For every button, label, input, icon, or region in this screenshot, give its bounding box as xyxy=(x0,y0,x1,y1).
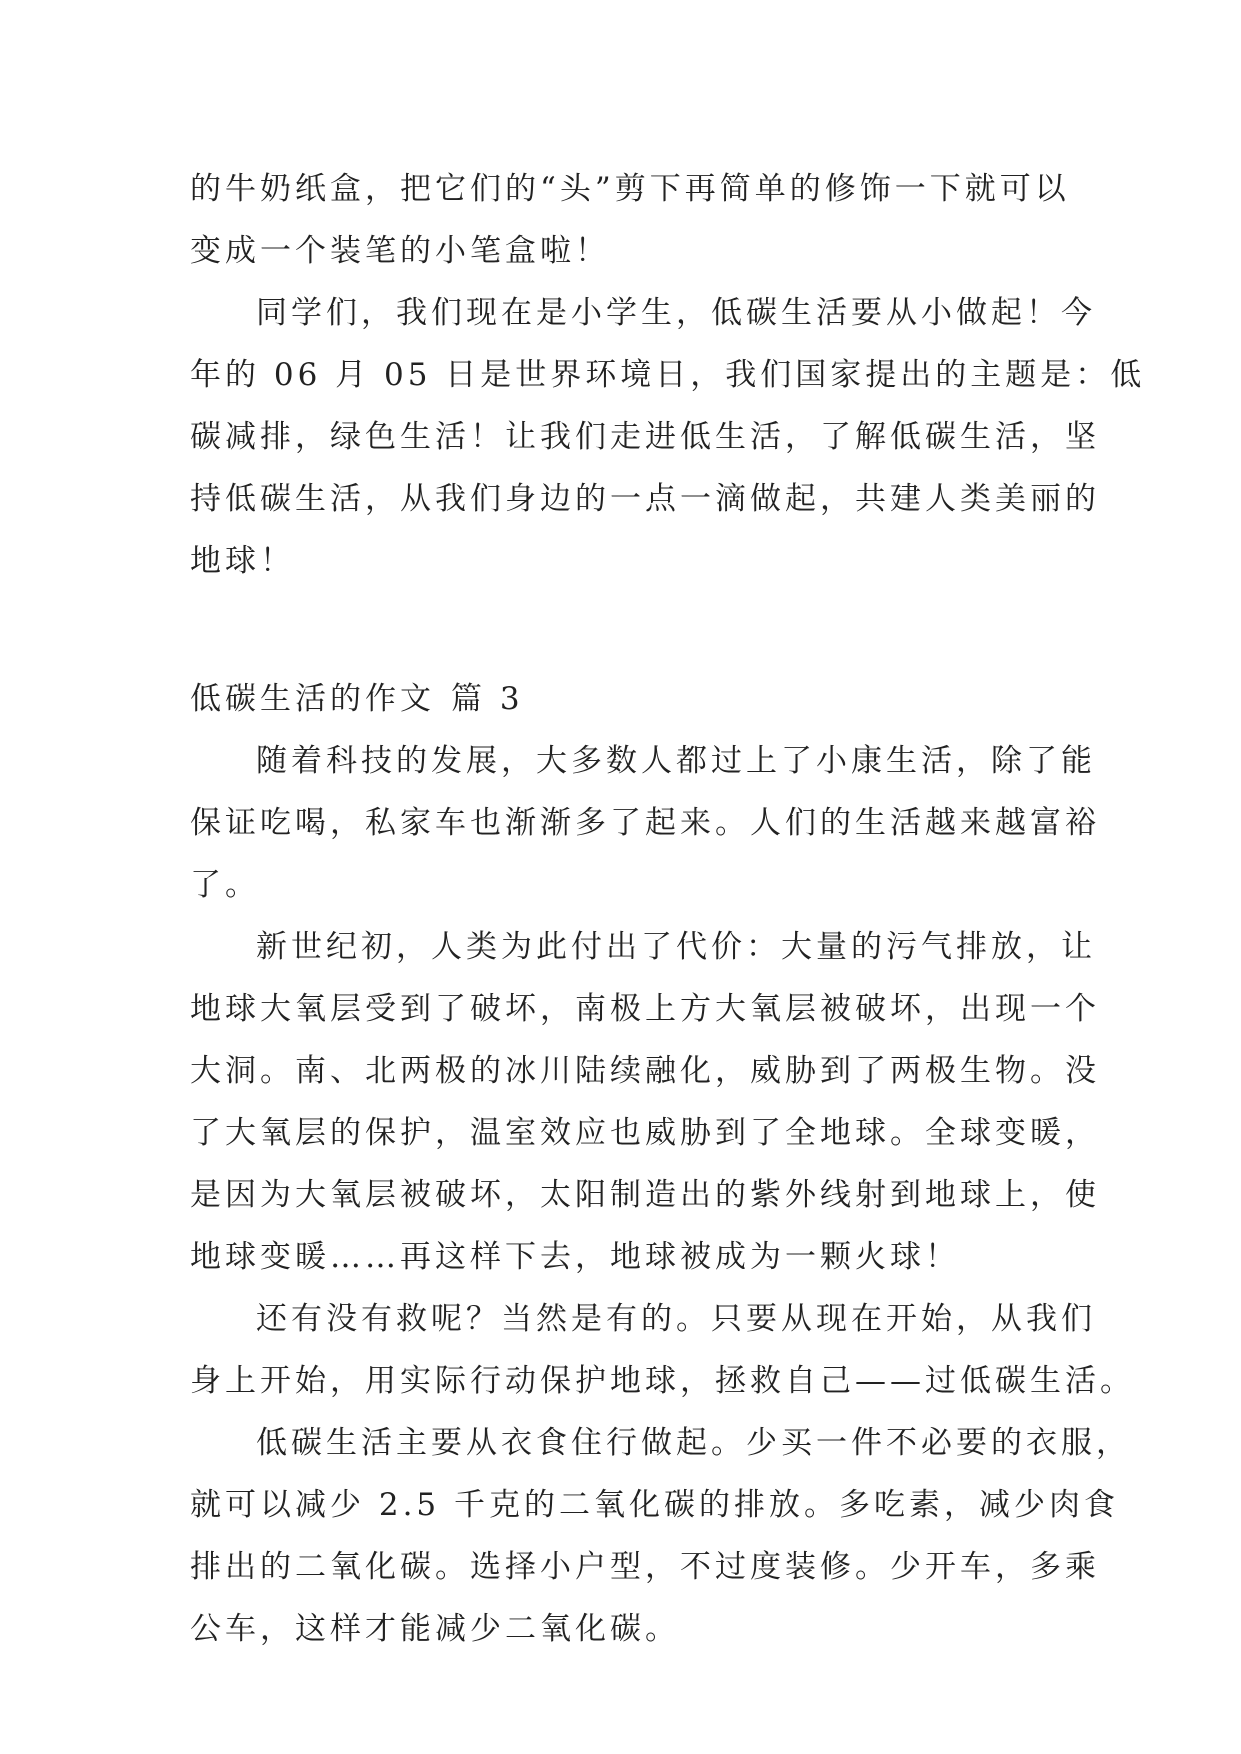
paragraph xyxy=(190,730,1100,916)
text-line: 碳减排，绿色生活！让我们走进低生活，了解低碳生活，坚 xyxy=(190,419,1100,455)
text-line: 低碳生活主要从衣食住行做起。少买一件不必要的衣服， xyxy=(256,1425,1131,1461)
text-line: 大洞。南、北两极的冰川陆续融化，威胁到了两极生物。没 xyxy=(190,1053,1100,1089)
text-line: 随着科技的发展，大多数人都过上了小康生活，除了能 xyxy=(256,743,1096,779)
section-number: 篇 3 xyxy=(451,681,524,717)
paragraph xyxy=(190,1412,1131,1660)
paragraph xyxy=(190,282,1146,592)
text-line: 地球变暖……再这样下去，地球被成为一颗火球！ xyxy=(190,1239,960,1275)
section-heading xyxy=(190,668,1070,730)
section-title: 低碳生活的作文 xyxy=(190,681,435,717)
text-line: 的牛奶纸盒，把它们的“头”剪下再简单的修饰一下就可以 xyxy=(190,171,1070,207)
paragraph xyxy=(190,916,1100,1288)
text-line: 地球！ xyxy=(190,543,295,579)
text-line: 就可以减少 2.5 千克的二氧化碳的排放。多吃素，减少肉食 xyxy=(190,1487,1120,1523)
document-body xyxy=(190,158,1146,1660)
text-line: 是因为大氧层被破坏，太阳制造出的紫外线射到地球上，使 xyxy=(190,1177,1100,1213)
paragraph xyxy=(190,1288,1135,1412)
text-line: 年的 06 月 05 日是世界环境日，我们国家提出的主题是：低 xyxy=(190,357,1146,393)
text-line: 保证吃喝，私家车也渐渐多了起来。人们的生活越来越富裕 xyxy=(190,805,1100,841)
text-line: 身上开始，用实际行动保护地球，拯救自己——过低碳生活。 xyxy=(190,1363,1135,1399)
text-line: 公车，这样才能减少二氧化碳。 xyxy=(190,1611,680,1647)
text-line: 新世纪初，人类为此付出了代价：大量的污气排放，让 xyxy=(256,929,1096,965)
text-line: 排出的二氧化碳。选择小户型，不过度装修。少开车，多乘 xyxy=(190,1549,1100,1585)
text-line: 了。 xyxy=(190,867,260,903)
text-line: 变成一个装笔的小笔盒啦！ xyxy=(190,233,610,269)
text-line: 还有没有救呢？当然是有的。只要从现在开始，从我们 xyxy=(256,1301,1096,1337)
text-line: 了大氧层的保护，温室效应也威胁到了全地球。全球变暖， xyxy=(190,1115,1100,1151)
text-line: 同学们，我们现在是小学生，低碳生活要从小做起！今 xyxy=(256,295,1096,331)
text-line: 持低碳生活，从我们身边的一点一滴做起，共建人类美丽的 xyxy=(190,481,1100,517)
paragraph-continued xyxy=(190,158,1070,282)
text-line: 地球大氧层受到了破坏，南极上方大氧层被破坏，出现一个 xyxy=(190,991,1100,1027)
